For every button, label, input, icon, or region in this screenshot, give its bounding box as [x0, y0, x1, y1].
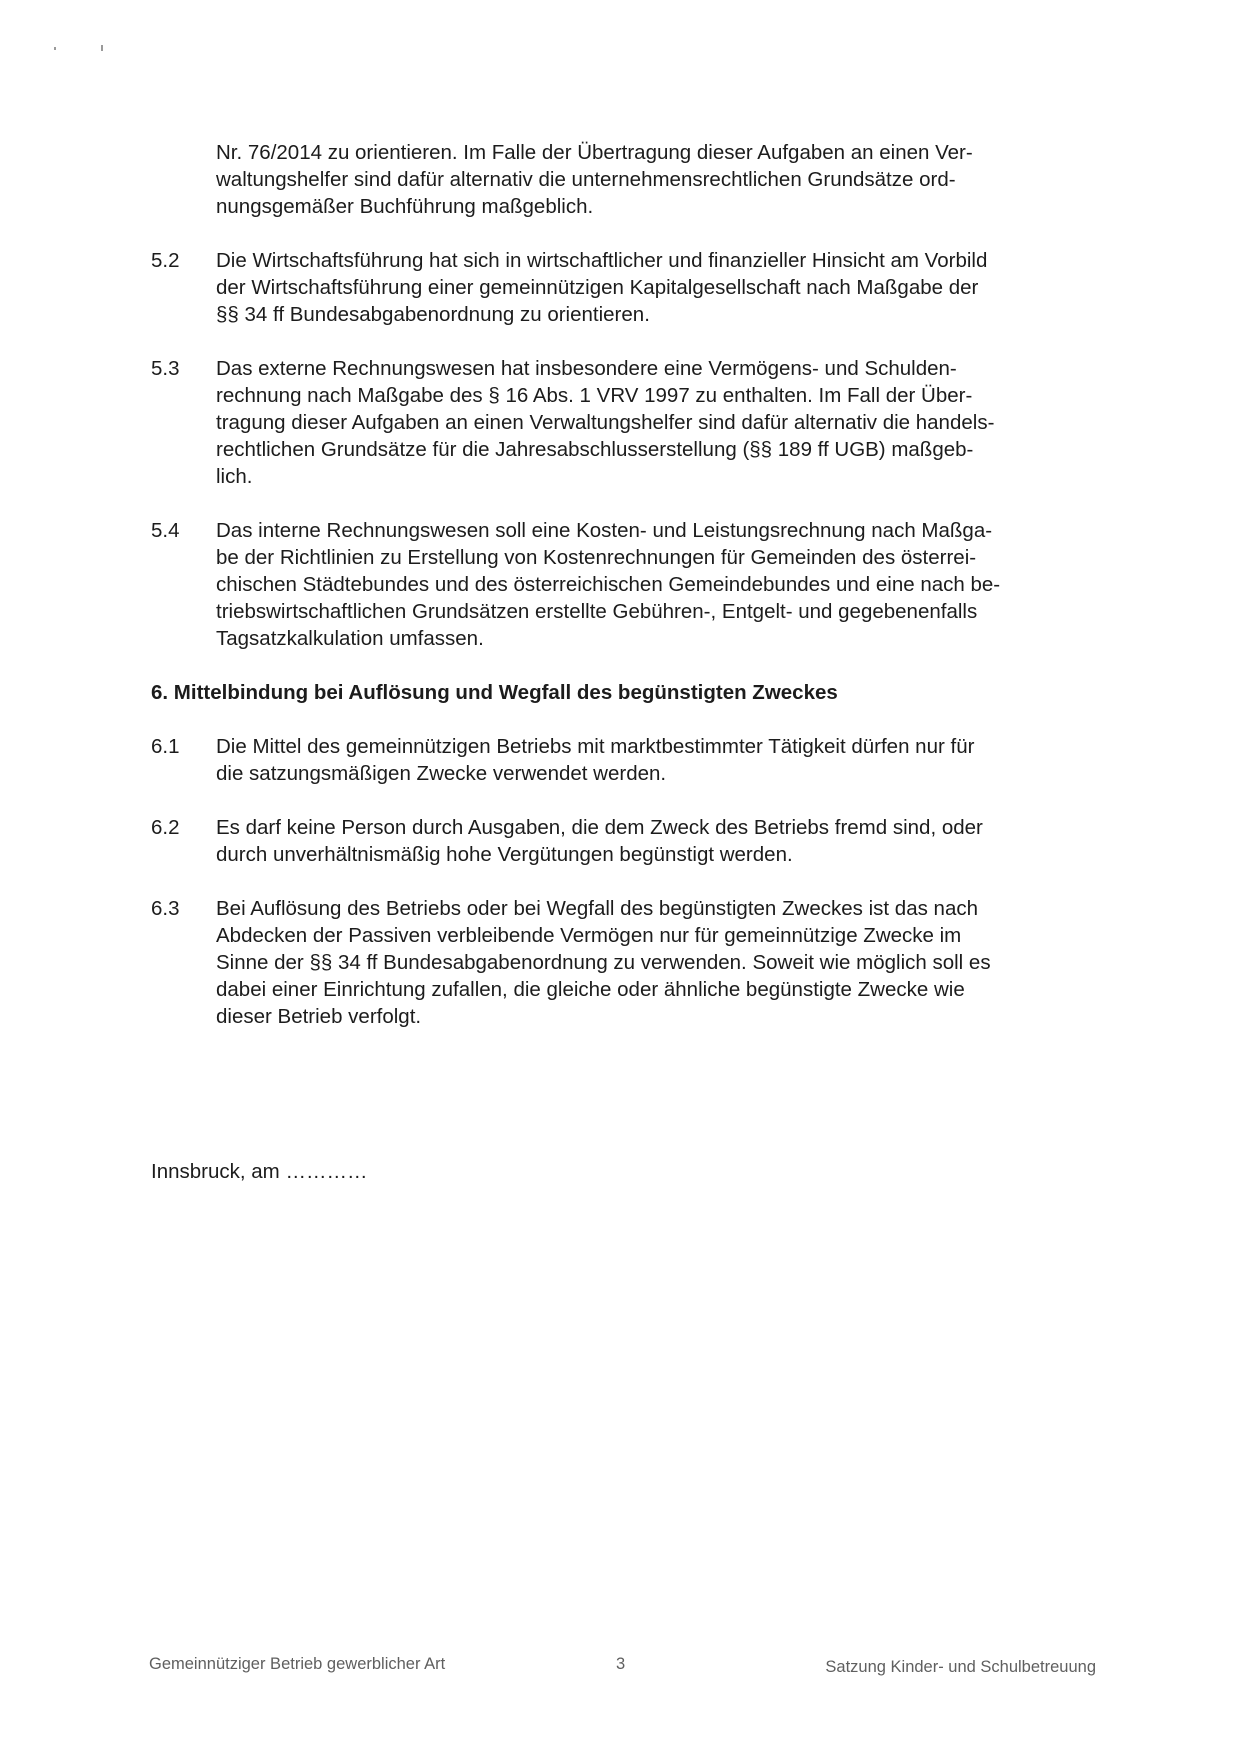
list-item-5-2	[151, 247, 1097, 328]
item-text: Das externe Rechnungswesen hat insbesondere eine Vermögens- und Schulden- rechnung nach Maßgabe des § 16 Abs. 1 VRV 1997 zu enthalten. Im Fall der Über- tragung dieser Aufgaben an einen Verwaltungshelfer sind dafür alternativ die handels- rechtlichen Grundsätze für die Jahresabschlusserstellung (§§ 189 ff UGB) maßgeb- lich.	[216, 357, 995, 488]
item-text: Das interne Rechnungswesen soll eine Kosten- und Leistungsrechnung nach Maßga- be der Richtlinien zu Erstellung von Kostenrechnungen für Gemeinden des österrei- chischen Städtebundes und des österreichischen Gemeindebundes und eine nach be- triebswirtschaftlichen Grundsätzen erstellte Gebühren-, Entgelt- und gegebenenfalls Tagsatzkalkulation umfassen.	[216, 519, 1001, 650]
item-number: 6.3	[151, 897, 180, 920]
list-item-5-4	[151, 517, 1097, 652]
item-text: Bei Auflösung des Betriebs oder bei Wegfall des begünstigten Zweckes ist das nach Abdecken der Passiven verbleibende Vermögen nur für gemeinnützige Zwecke im Sinne der §§ 34 ff Bundesabgabenordnung zu verwenden. Soweit wie möglich soll es dabei einer Einrichtung zufallen, die gleiche oder ähnliche begünstigte Zwecke wie dieser Betrieb verfolgt.	[216, 897, 991, 1028]
item-number: 6.1	[151, 735, 180, 758]
footer-document-title: Satzung Kinder- und Schulbetreuung	[825, 1658, 1096, 1676]
item-number: 5.2	[151, 249, 180, 272]
document-body	[151, 139, 1097, 1030]
item-number: 5.4	[151, 519, 180, 542]
item-number: 5.3	[151, 357, 180, 380]
list-item-6-2	[151, 814, 1097, 868]
list-item-5-3	[151, 355, 1097, 490]
item-number: 6.2	[151, 816, 180, 839]
list-item-6-3	[151, 895, 1097, 1030]
item-text: Es darf keine Person durch Ausgaben, die dem Zweck des Betriebs fremd sind, oder durch unverhältnismäßig hohe Vergütungen begünstigt werden.	[216, 816, 983, 866]
item-text: Die Wirtschaftsführung hat sich in wirtschaftlicher und finanzieller Hinsicht am Vorbild der Wirtschaftsführung einer gemeinnützigen Kapitalgesellschaft nach Maßgabe der §§ 34 ff Bundesabgabenordnung zu orientieren.	[216, 249, 988, 326]
place-date-line: Innsbruck, am …………	[151, 1160, 368, 1183]
scan-speck	[54, 47, 56, 50]
footer-page-number: 3	[616, 1655, 626, 1673]
section-6-heading: 6. Mittelbindung bei Auflösung und Wegfall des begünstigten Zweckes	[151, 681, 838, 704]
footer-organization: Gemeinnütziger Betrieb gewerblicher Art	[149, 1655, 446, 1673]
item-text: Die Mittel des gemeinnützigen Betriebs mit marktbestimmter Tätigkeit dürfen nur für die satzungsmäßigen Zwecke verwendet werden.	[216, 735, 975, 785]
list-item-6-1	[151, 733, 1097, 787]
scan-speck	[101, 45, 103, 51]
intro-paragraph: Nr. 76/2014 zu orientieren. Im Falle der Übertragung dieser Aufgaben an einen Ver- waltungshelfer sind dafür alternativ die unternehmensrechtlichen Grundsätze ord- nungsgemäßer Buchführung maßgeblich.	[216, 141, 973, 218]
page-footer	[149, 1655, 1096, 1679]
